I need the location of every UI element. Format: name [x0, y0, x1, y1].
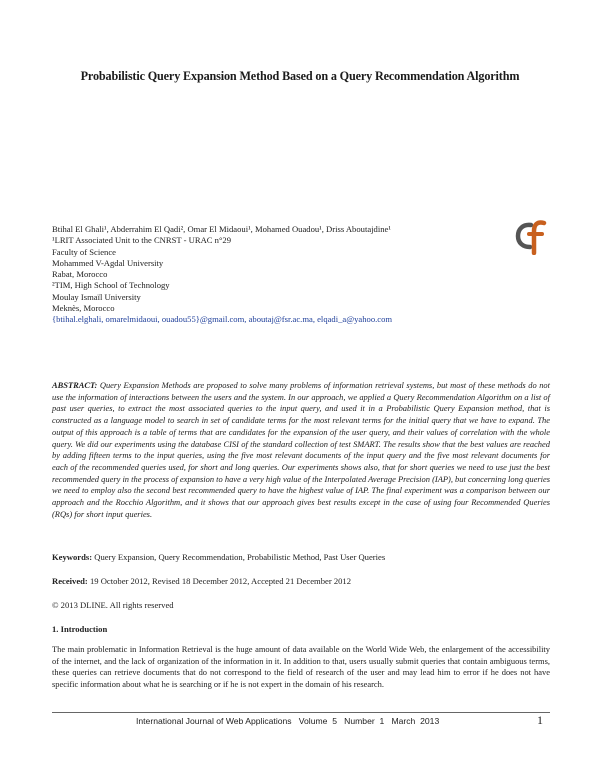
abstract: [52, 380, 550, 520]
journal-date: March 2013: [391, 716, 440, 726]
abstract-label: ABSTRACT:: [52, 380, 98, 390]
footer-journal-info: [136, 716, 439, 726]
keywords-label: Keywords:: [52, 552, 93, 562]
received-dates: [52, 576, 552, 586]
affiliation-line: Mohammed V-Agdal University: [52, 257, 164, 268]
author-block: [52, 224, 492, 326]
affiliation-line: Meknès, Morocco: [52, 303, 115, 314]
received-label: Received:: [52, 576, 88, 586]
footer-divider: [52, 712, 550, 713]
affiliation-line: Faculty of Science: [52, 246, 116, 257]
affiliation-line: Rabat, Morocco: [52, 269, 108, 280]
received-text: 19 October 2012, Revised 18 December 2012, Accepted 21 December 2012: [89, 576, 352, 586]
keywords: [52, 552, 552, 562]
author-names: Btihal El Ghali¹, Abderrahim El Qadi², Omar El Midaoui¹, Mohamed Ouadou¹, Driss Aboutajdine¹: [52, 224, 391, 234]
copyright: © 2013 DLINE. All rights reserved: [52, 600, 174, 610]
journal-number: Number 1: [344, 716, 385, 726]
affiliation-line: ¹LRIT Associated Unit to the CNRST - URAC n°29: [52, 235, 232, 246]
cf-logo-icon: [515, 219, 547, 255]
journal-volume: Volume 5: [298, 716, 337, 726]
journal-name: International Journal of Web Applications: [136, 716, 292, 726]
paper-title: Probabilistic Query Expansion Method Based on a Query Recommendation Algorithm: [80, 69, 520, 83]
section-heading: 1. Introduction: [52, 624, 108, 634]
author-emails: {btihal.elghali, omarelmidaoui, ouadou55}@gmail.com, aboutaj@fsr.ac.ma, elqadi_a@yahoo.com: [52, 314, 393, 325]
affiliation-line: Moulay Ismaïl University: [52, 291, 141, 302]
keywords-text: Query Expansion, Query Recommendation, Probabilistic Method, Past User Queries: [94, 552, 386, 562]
introduction-paragraph: The main problematic in Information Retrieval is the huge amount of data available on the World Wide Web, the enlargement of the accessibility of the internet, and the lack of organization of the information in it. In addition to that, users usually submit queries that contain ambiguous terms, these queries can retrieve documents that do not correspond to the field of research of the user and may lead him to error if he does not have specific information about what he is searching or if he is not expert in the domain of his research.: [52, 644, 550, 690]
abstract-text: Query Expansion Methods are proposed to solve many problems of information retrieval systems, but most of these methods do not use the information of interactions between the users and the system. In our approach, we applied a Query Recommendation Algorithm on a list of past user queries, to extract the most associated queries to the input query, and used it in a Probabilistic Query Expansion method, that is constructed as a language model to search in set of candidate terms for the most relevant terms for the initial query that we have to expand. The output of this approach is a table of terms that are candidates for the expansion of the user query, and their values of correlation with the whole query. We did our experiments using the database CISI of the standard collection of test SMART. The results show that the best values are reached by adding fifteen terms to the input queries, using the five most relevant documents of the input query and the five most relevant documents for each of the recommended queries used, for short and long queries. Our experiments shows also, that for short queries we need to use just the best recommended query in the process of expansion to have a very high value of the Interpolated Average Precision (IAP), but concerning long queries we need to employ also the second best recommended query to have the highest value of IAP. The final experiment was a comparison between our approach and the Rocchio Algorithm, and it shows that our approach gives best results except in the case of using four Recommended Queries (RQs) for short input queries.: [52, 380, 550, 519]
affiliation-line: ²TIM, High School of Technology: [52, 280, 170, 291]
page-number: 1: [537, 713, 543, 727]
